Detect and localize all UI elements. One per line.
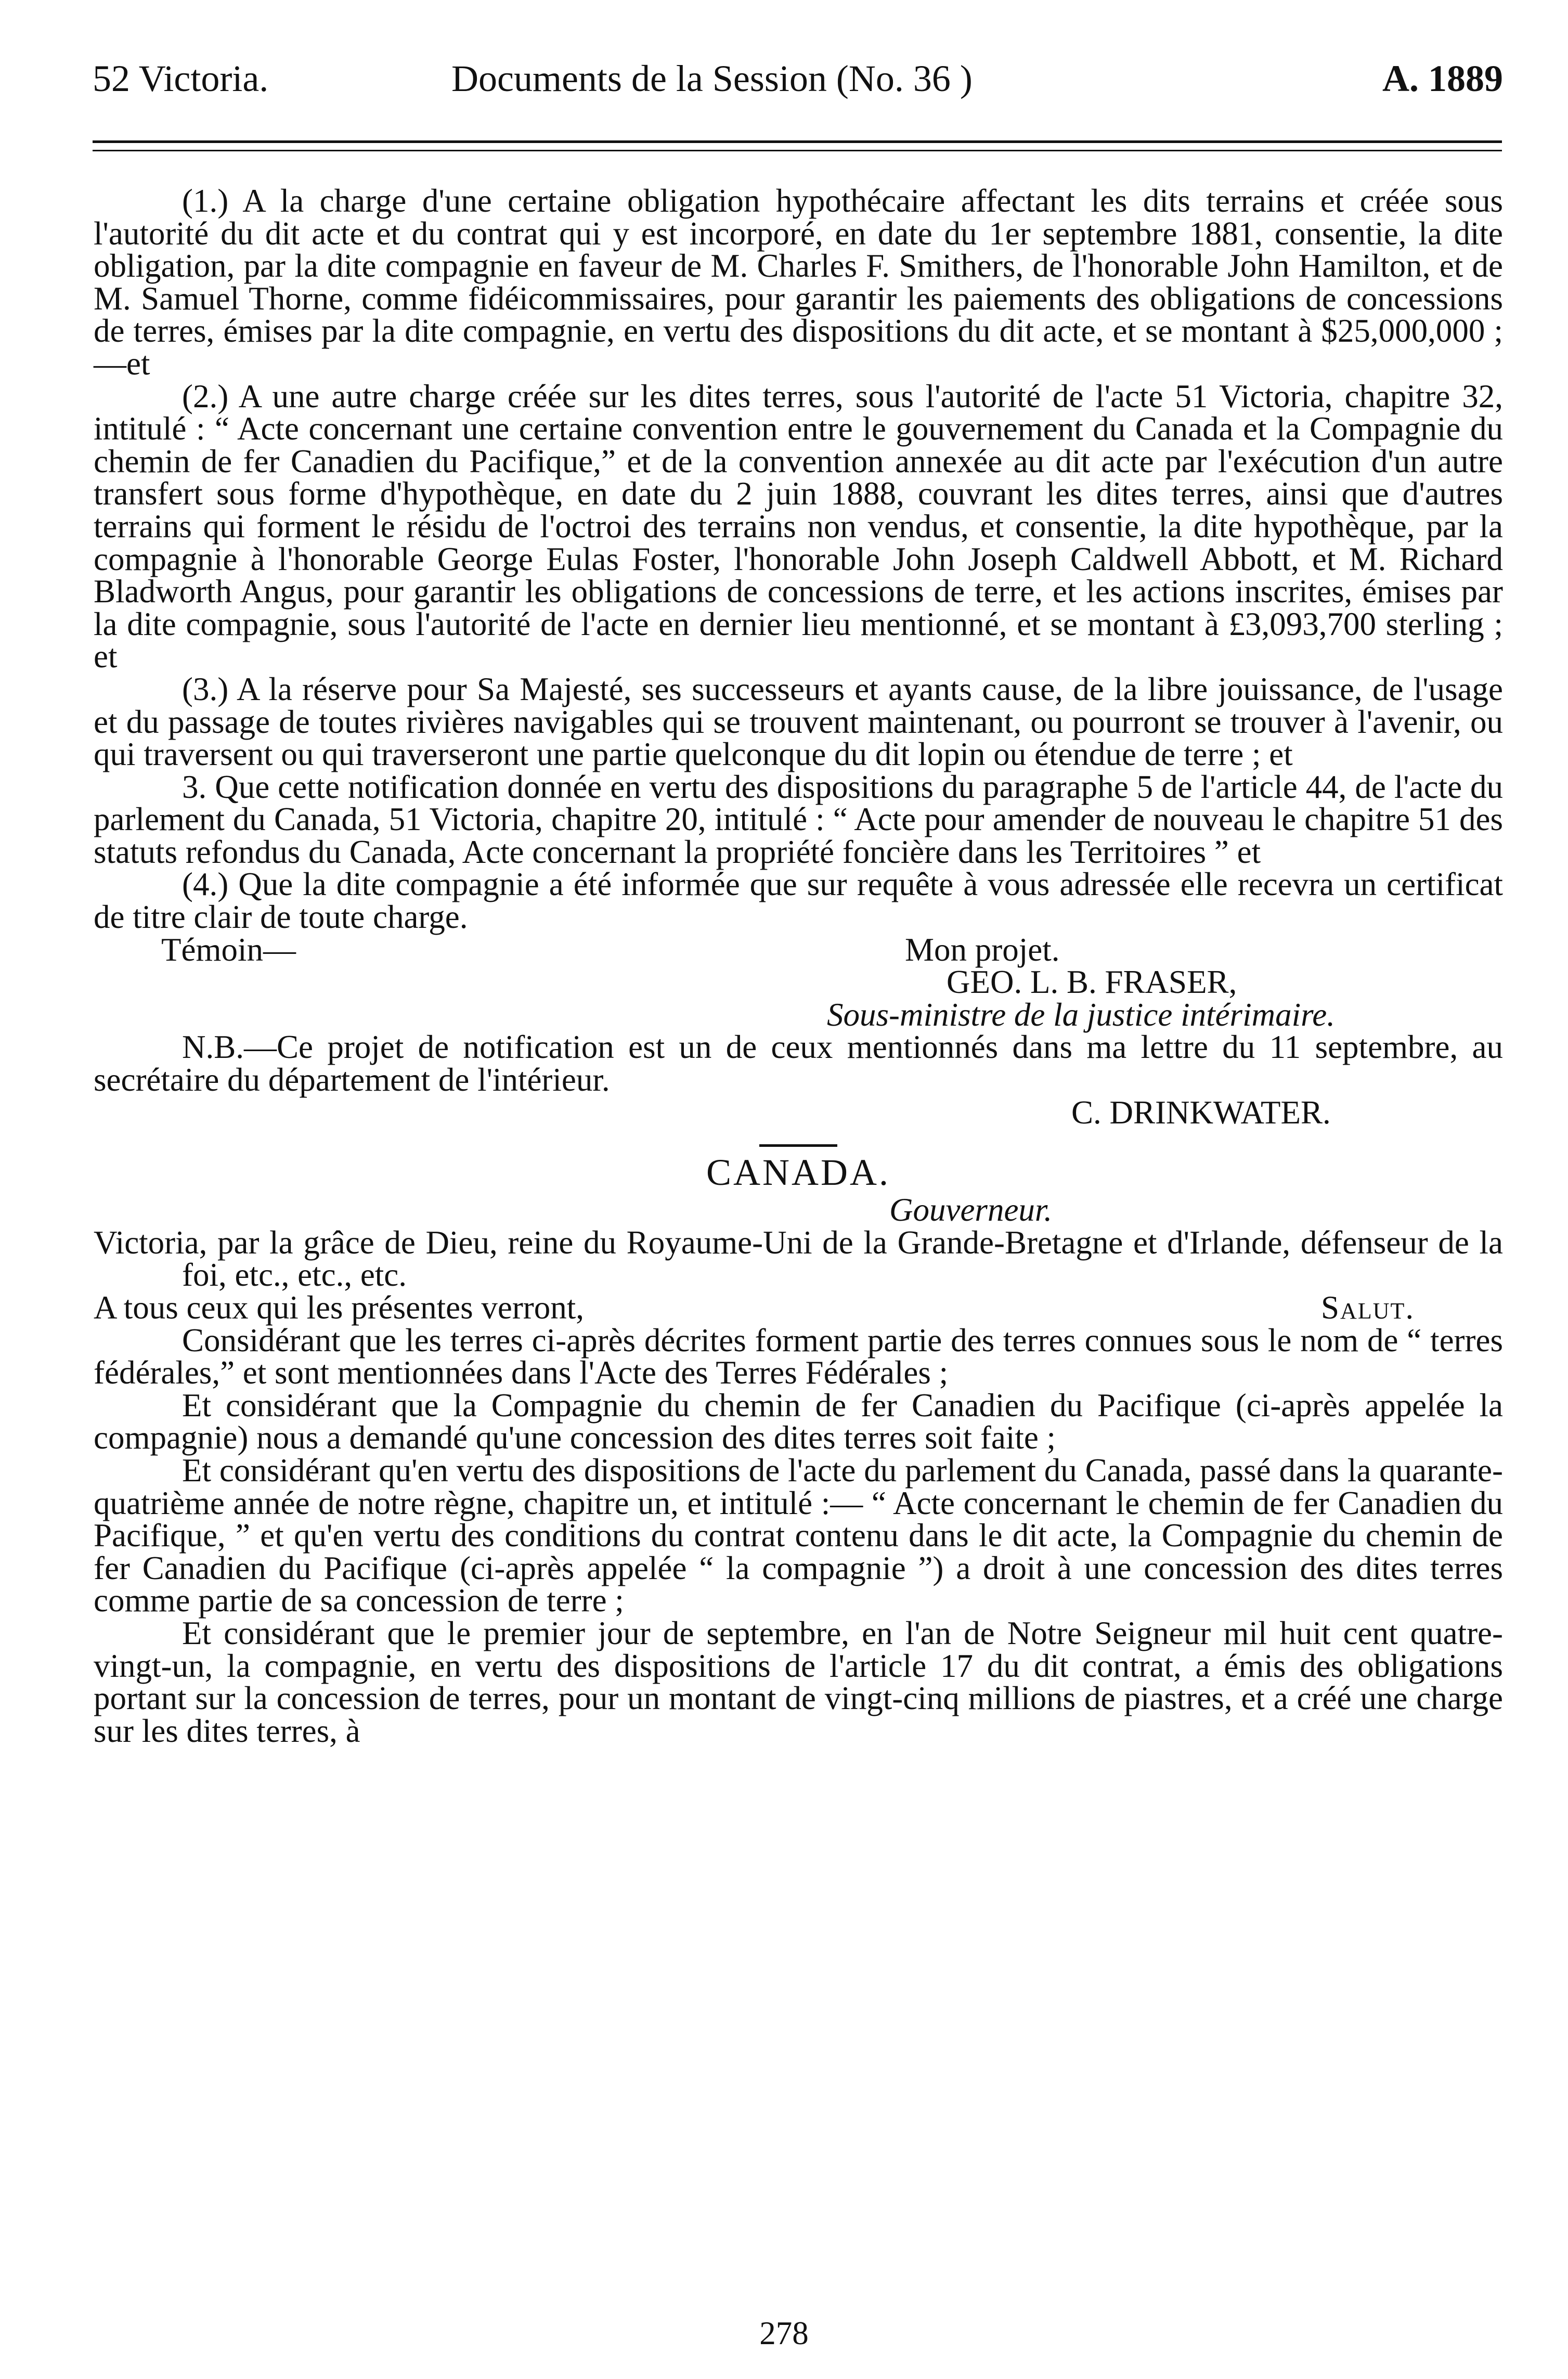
- paragraph-5: (4.) Que la dite compagnie a été informée que sur requête à vous adressée elle recevra un certificat de titre clair de toute charge.: [94, 866, 1503, 936]
- body-text: [94, 185, 1503, 1747]
- address-text: A tous ceux qui les présentes verront,: [94, 1289, 585, 1326]
- paragraph-3: (3.) A la réserve pour Sa Majesté, ses successeurs et ayants cause, de la libre jouissance, de l'usage et du passage de toutes rivières navigables qui se trouvent maintenant, ou pourront se trouver à l'avenir, ou qui traversent ou qui traverseront une partie quelconque du dit lopin ou étendue de terre ; et: [94, 670, 1503, 773]
- salut-text: Salut.: [1321, 1289, 1415, 1326]
- section-divider: [759, 1144, 837, 1147]
- governor-label: Gouverneur.: [889, 1192, 1053, 1229]
- header-right: A. 1889: [1382, 58, 1503, 99]
- signer-1-name: GEO. L. B. FRASER,: [947, 964, 1237, 1001]
- page-header: [0, 50, 1568, 107]
- header-rule-thick: [93, 140, 1502, 143]
- proclamation-preamble: Victoria, par la grâce de Dieu, reine du Royaume-Uni de la Grande-Bretagne et d'Irlande, défenseur de la foi, etc., etc., etc.: [94, 1224, 1503, 1294]
- witness-line: [94, 931, 1503, 968]
- paragraph-1: (1.) A la charge d'une certaine obligation hypothécaire affectant les dits terrains et créée sous l'autorité du dit acte et du contrat qui y est incorporé, en date du 1er septembre 1881, consentie, la dite obligation, par la dite compagnie en faveur de M. Charles F. Smithers, de l'honorable John Hamilton, et de M. Samuel Thorne, comme fidéicommissaires, pour garantir les paiements des obligations de concessions de terres, émises par la dite compagnie, en vertu des dispositions du dit acte, et se montant à $25,000,000 ;—et: [94, 183, 1503, 382]
- address-line: [94, 1291, 1503, 1324]
- header-center: Documents de la Session (No. 36 ): [451, 58, 973, 99]
- nota-bene: N.B.—Ce projet de notification est un de ceux mentionnés dans ma lettre du 11 septembre, au secrétaire du département de l'intérieur.: [94, 1029, 1503, 1098]
- signature-1-title-line: [94, 996, 1503, 1033]
- considerant-2: Et considérant que la Compagnie du chemin de fer Canadien du Pacifique (ci-après appelée la compagnie) nous a demandé qu'une concession des dites terres soit faite ;: [94, 1387, 1503, 1456]
- header-rule-thin: [93, 150, 1502, 151]
- paragraph-4: 3. Que cette notification donnée en vertu des dispositions du paragraphe 5 de l'article 44, de l'acte du parlement du Canada, 51 Victoria, chapitre 20, intitulé : “ Acte pour amender de nouveau le chapitre 51 des statuts refondus du Canada, Acte concernant la propriété foncière dans les Territoires ” et: [94, 768, 1503, 870]
- signature-1: [94, 966, 1503, 999]
- considerant-3: Et considérant qu'en vertu des dispositions de l'acte du parlement du Canada, passé dans la quarante-quatrième année de notre règne, chapitre un, et intitulé :— “ Acte concernant le chemin de fer Canadien du Pacifique, ” et qu'en vertu des conditions du contrat contenu dans le dit acte, la Compagnie du chemin de fer Canadien du Pacifique (ci-après appelée “ la compagnie ”) a droit à une concession des dites terres comme partie de sa concession de terre ;: [94, 1452, 1503, 1619]
- page-number: 278: [759, 2315, 809, 2351]
- signer-2-name: C. DRINKWATER.: [1071, 1094, 1331, 1131]
- considerant-4: Et considérant que le premier jour de septembre, en l'an de Notre Seigneur mil huit cent quatre-vingt-un, la compagnie, en vertu des dispositions de l'article 17 du dit contrat, a émis des obligations portant sur la concession de terres, pour un montant de vingt-cinq millions de piastres, et a créé une charge sur les dites terres, à: [94, 1614, 1503, 1749]
- signer-1-title: Sous-ministre de la justice intérimaire.: [827, 996, 1335, 1033]
- proclamation-heading: CANADA.: [706, 1152, 890, 1194]
- header-left: 52 Victoria.: [93, 58, 269, 99]
- draft-label: Mon projet.: [905, 931, 1060, 968]
- considerant-1: Considérant que les terres ci-après décrites forment partie des terres connues sous le nom de “ terres fédérales,” et sont mentionnées dans l'Acte des Terres Fédérales ;: [94, 1322, 1503, 1391]
- paragraph-2: (2.) A une autre charge créée sur les dites terres, sous l'autorité de l'acte 51 Victoria, chapitre 32, intitulé : “ Acte concernant une certaine convention entre le gouvernement du Canada et la Compagnie du chemin de fer Canadien du Pacifique,” et de la convention annexée au dit acte par l'exécution d'un autre transfert sous forme d'hypothèque, en date du 2 juin 1888, couvrant les dites terres, ainsi que d'autres terrains qui forment le résidu de l'octroi des terrains non vendus, et consentie, la dite hypothèque, par la compagnie à l'honorable George Eulas Foster, l'honorable John Joseph Caldwell Abbott, et M. Richard Bladworth Angus, pour garantir les obligations de concessions de terre, et les actions inscrites, émises par la dite compagnie, sous l'autorité de l'acte en dernier lieu mentionné, et se montant à £3,093,700 sterling ; et: [94, 378, 1503, 675]
- signature-2: [94, 1096, 1503, 1129]
- witness-label: Témoin—: [161, 931, 296, 968]
